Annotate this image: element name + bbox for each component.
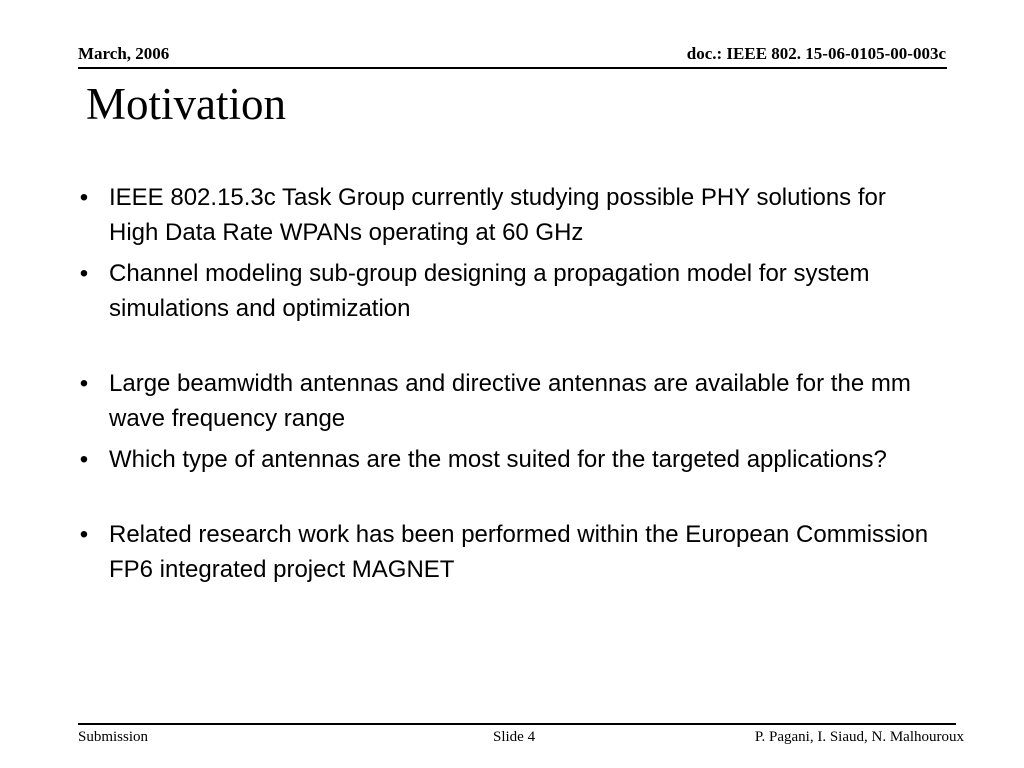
footer-submission: Submission [78, 729, 149, 745]
header-date: March, 2006 [78, 44, 170, 63]
bullet-marker: • [79, 521, 89, 548]
bullet-item [74, 366, 934, 436]
bullet-text: Channel modeling sub-group designing a propagation model for system simulations and optimization [109, 260, 870, 322]
bullet-item [74, 180, 934, 250]
bullet-marker: • [79, 370, 89, 397]
bullet-marker: • [79, 260, 89, 287]
footer-slide-number: Slide 4 [493, 729, 536, 745]
bullet-list [74, 180, 934, 593]
bullet-text: Related research work has been performed within the European Commission FP6 integrated project MAGNET [109, 521, 929, 583]
bullet-item [74, 517, 934, 587]
bullet-item [74, 256, 934, 326]
bullet-marker: • [79, 184, 89, 211]
slide-title: Motivation [86, 79, 286, 129]
header-document-id: doc.: IEEE 802. 15-06-0105-00-003c [686, 44, 946, 63]
bullet-text: Large beamwidth antennas and directive antennas are available for the mm wave frequency range [109, 370, 911, 432]
header-divider [78, 67, 947, 69]
bullet-marker: • [79, 446, 89, 473]
bullet-text: IEEE 802.15.3c Task Group currently studying possible PHY solutions for High Data Rate WPANs operating at 60 GHz [109, 184, 886, 246]
bullet-text: Which type of antennas are the most suited for the targeted applications? [109, 446, 887, 473]
footer-authors: P. Pagani, I. Siaud, N. Malhouroux [754, 729, 964, 745]
bullet-item [74, 442, 934, 477]
footer-divider [78, 723, 956, 725]
